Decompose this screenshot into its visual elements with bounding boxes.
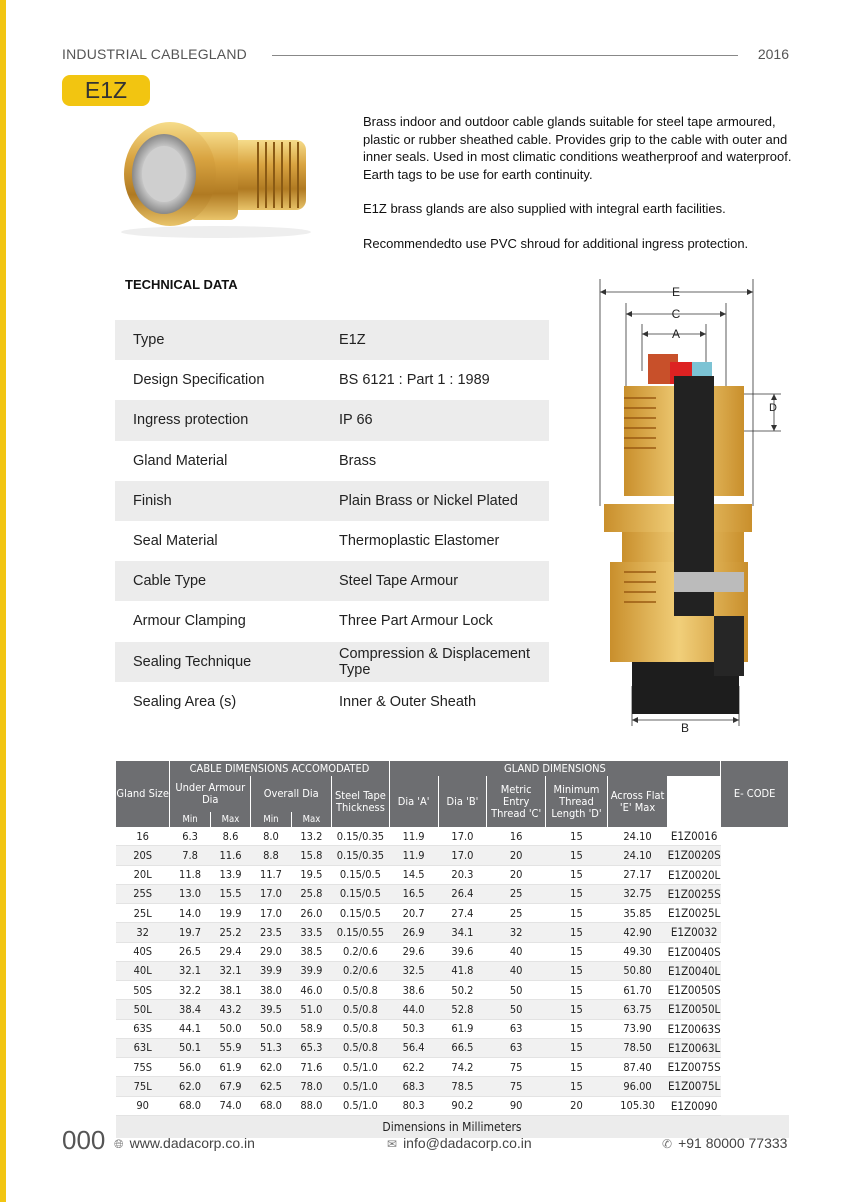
technical-data-title: TECHNICAL DATA [125, 277, 238, 292]
header-year: 2016 [757, 46, 789, 62]
table-cell: 56.4 [389, 1038, 438, 1057]
description-paragraph: Recommendedto use PVC shroud for additional ingress protection. [363, 235, 749, 251]
table-row [116, 904, 789, 923]
spec-row [115, 400, 549, 440]
spec-value: Brass [339, 452, 377, 469]
table-cell: 25L [116, 904, 170, 923]
page-footer [62, 1125, 788, 1159]
table-cell: 15 [545, 1038, 607, 1057]
product-photo [108, 110, 320, 240]
table-cell: 11.8 [170, 865, 210, 884]
table-cell: 61.9 [210, 1058, 250, 1077]
table-cell: 15 [545, 865, 607, 884]
e-code-cell: E1Z0020L [668, 865, 721, 884]
table-cell: 40 [487, 961, 546, 980]
gland-cross-section-diagram [596, 276, 786, 738]
spec-value: Steel Tape Armour [339, 561, 549, 601]
table-cell: 75L [116, 1077, 170, 1096]
table-cell: 17.0 [438, 846, 487, 865]
col-header-gland-size: Gland Size [116, 761, 170, 827]
table-cell: 15 [545, 1019, 607, 1038]
e-code-cell: E1Z0025L [668, 904, 721, 923]
table-cell: 0.15/0.5 [332, 904, 390, 923]
left-accent-stripe [0, 0, 6, 1202]
table-cell: 32 [487, 923, 546, 942]
dimensions-table [115, 761, 789, 1138]
table-row [116, 865, 789, 884]
table-row [116, 923, 789, 942]
table-cell: 20.3 [438, 865, 487, 884]
table-cell: 0.5/0.8 [332, 1019, 390, 1038]
table-cell: 13.9 [210, 865, 250, 884]
table-cell: 20L [116, 865, 170, 884]
table-cell: 75 [487, 1058, 546, 1077]
table-row [116, 884, 789, 903]
table-cell: 0.5/0.8 [332, 1000, 390, 1019]
email-icon: ✉ [387, 1137, 398, 1151]
table-cell: 61.70 [608, 981, 668, 1000]
spec-row [115, 561, 549, 601]
spec-value: Compression & Displacement Type [339, 642, 549, 682]
table-cell: 63L [116, 1038, 170, 1057]
table-cell: 50S [116, 981, 170, 1000]
table-cell: 0.5/1.0 [332, 1058, 390, 1077]
website-text: www.dadacorp.co.in [129, 1135, 255, 1151]
header-rule [272, 55, 738, 56]
table-cell: 15 [545, 1077, 607, 1096]
table-cell: 62.5 [251, 1077, 291, 1096]
table-cell: 25.8 [291, 884, 331, 903]
table-cell: 29.4 [210, 942, 250, 961]
e-code-cell: E1Z0075S [668, 1058, 721, 1077]
table-cell: 32 [116, 923, 170, 942]
table-cell: 35.85 [608, 904, 668, 923]
table-cell: 50.2 [438, 981, 487, 1000]
product-description [363, 113, 803, 269]
spec-row [115, 320, 549, 360]
table-cell: 15 [545, 1000, 607, 1019]
table-cell: 50 [487, 1000, 546, 1019]
table-cell: 105.30 [608, 1096, 668, 1115]
e-code-cell: E1Z0090 [668, 1096, 721, 1115]
table-cell: 52.8 [438, 1000, 487, 1019]
table-cell: 11.6 [210, 846, 250, 865]
spec-value: Three Part Armour Lock [339, 613, 493, 630]
table-cell: 25 [487, 884, 546, 903]
table-cell: 29.0 [251, 942, 291, 961]
page-number: 000 [62, 1125, 106, 1155]
col-header-dia-b: Dia 'B' [438, 776, 487, 827]
dimensions-table-body [116, 827, 789, 1115]
spec-label: Cable Type [115, 561, 339, 601]
col-header-e-code: E- CODE [721, 761, 789, 827]
table-cell: 17.0 [251, 904, 291, 923]
table-cell: 15 [545, 904, 607, 923]
table-cell: 16.5 [389, 884, 438, 903]
table-cell: 63S [116, 1019, 170, 1038]
table-cell: 0.15/0.35 [332, 827, 390, 846]
table-row [116, 981, 789, 1000]
table-cell: 38.1 [210, 981, 250, 1000]
spec-row [115, 601, 549, 641]
table-cell: 38.0 [251, 981, 291, 1000]
dimension-label-e: E [671, 285, 681, 299]
e-code-cell: E1Z0063L [668, 1038, 721, 1057]
dimension-label-c: C [671, 307, 681, 321]
col-header-across-flat: Across Flat 'E' Max [608, 776, 668, 827]
col-header-gland-dimensions: GLAND DIMENSIONS [389, 761, 721, 776]
table-cell: 39.6 [438, 942, 487, 961]
spec-label: Finish [115, 481, 339, 521]
e-code-cell: E1Z0016 [668, 827, 721, 846]
table-cell: 8.6 [210, 827, 250, 846]
table-cell: 29.6 [389, 942, 438, 961]
e-code-cell: E1Z0025S [668, 884, 721, 903]
table-cell: 61.9 [438, 1019, 487, 1038]
spec-value: Inner & Outer Sheath [339, 693, 477, 710]
table-row [116, 1096, 789, 1115]
table-cell: 50.3 [389, 1019, 438, 1038]
e-code-cell: E1Z0020S [668, 846, 721, 865]
table-cell: 15 [545, 981, 607, 1000]
table-cell: 32.1 [210, 961, 250, 980]
table-cell: 15 [545, 961, 607, 980]
table-cell: 38.5 [291, 942, 331, 961]
table-cell: 50.0 [251, 1019, 291, 1038]
table-cell: 16 [487, 827, 546, 846]
table-cell: 32.1 [170, 961, 210, 980]
table-cell: 19.5 [291, 865, 331, 884]
col-header-cable-dimensions: CABLE DIMENSIONS ACCOMODATED [170, 761, 389, 776]
table-cell: 41.8 [438, 961, 487, 980]
table-cell: 78.50 [608, 1038, 668, 1057]
table-cell: 68.3 [389, 1077, 438, 1096]
spec-value: E1Z [339, 320, 549, 360]
table-cell: 15 [545, 884, 607, 903]
e-code-cell: E1Z0075L [668, 1077, 721, 1096]
phone-text: +91 80000 77333 [678, 1135, 788, 1151]
spec-label: Gland Material [133, 452, 228, 469]
table-cell: 40S [116, 942, 170, 961]
table-cell: 65.3 [291, 1038, 331, 1057]
table-cell: 40L [116, 961, 170, 980]
table-cell: 15.8 [291, 846, 331, 865]
spec-row [115, 481, 549, 521]
table-cell: 6.3 [170, 827, 210, 846]
table-cell: 0.15/0.5 [332, 884, 390, 903]
table-cell: 80.3 [389, 1096, 438, 1115]
footer-website [114, 1135, 255, 1152]
table-cell: 0.15/0.5 [332, 865, 390, 884]
table-cell: 50 [487, 981, 546, 1000]
table-cell: 15 [545, 942, 607, 961]
table-cell: 88.0 [291, 1096, 331, 1115]
table-row [116, 1000, 789, 1019]
table-cell: 0.5/0.8 [332, 1038, 390, 1057]
table-cell: 25S [116, 884, 170, 903]
e-code-cell: E1Z0040L [668, 961, 721, 980]
table-row [116, 1038, 789, 1057]
e-code-cell: E1Z0050S [668, 981, 721, 1000]
table-cell: 0.2/0.6 [332, 942, 390, 961]
table-cell: 15 [545, 846, 607, 865]
table-cell: 13.0 [170, 884, 210, 903]
table-cell: 46.0 [291, 981, 331, 1000]
table-cell: 39.9 [251, 961, 291, 980]
col-header-metric-thread: Metric Entry Thread 'C' [487, 776, 546, 827]
header-category: INDUSTRIAL CABLEGLAND [62, 46, 247, 62]
table-cell: 75S [116, 1058, 170, 1077]
spec-label: Design Specification [133, 372, 265, 389]
col-header-max: Max [291, 812, 331, 827]
table-cell: 78.0 [291, 1077, 331, 1096]
table-cell: 56.0 [170, 1058, 210, 1077]
col-header-overall-dia: Overall Dia [251, 776, 332, 812]
table-cell: 26.9 [389, 923, 438, 942]
table-cell: 8.8 [251, 846, 291, 865]
table-cell: 15 [545, 1058, 607, 1077]
table-cell: 73.90 [608, 1019, 668, 1038]
col-header-min-thread-length: Minimum Thread Length 'D' [545, 776, 607, 827]
phone-icon: ✆ [662, 1137, 673, 1151]
spec-label: Seal Material [133, 533, 218, 550]
table-cell: 27.4 [438, 904, 487, 923]
table-cell: 0.2/0.6 [332, 961, 390, 980]
table-cell: 42.90 [608, 923, 668, 942]
table-cell: 50.1 [170, 1038, 210, 1057]
table-cell: 11.9 [389, 846, 438, 865]
table-row [116, 1058, 789, 1077]
table-cell: 25 [487, 904, 546, 923]
table-cell: 75 [487, 1077, 546, 1096]
table-cell: 90.2 [438, 1096, 487, 1115]
table-cell: 74.2 [438, 1058, 487, 1077]
table-cell: 14.5 [389, 865, 438, 884]
table-cell: 20S [116, 846, 170, 865]
col-header-max: Max [210, 812, 250, 827]
table-cell: 32.2 [170, 981, 210, 1000]
spec-value: Thermoplastic Elastomer [339, 533, 500, 550]
table-cell: 63 [487, 1038, 546, 1057]
table-row [116, 846, 789, 865]
table-cell: 50L [116, 1000, 170, 1019]
table-row [116, 961, 789, 980]
table-cell: 11.9 [389, 827, 438, 846]
table-cell: 13.2 [291, 827, 331, 846]
table-cell: 50.0 [210, 1019, 250, 1038]
col-header-steel-tape: Steel Tape Thickness [332, 776, 390, 827]
table-cell: 25.2 [210, 923, 250, 942]
table-cell: 90 [116, 1096, 170, 1115]
table-cell: 23.5 [251, 923, 291, 942]
table-cell: 15.5 [210, 884, 250, 903]
table-cell: 44.0 [389, 1000, 438, 1019]
table-cell: 51.3 [251, 1038, 291, 1057]
spec-label: Armour Clamping [133, 613, 246, 630]
table-cell: 0.15/0.55 [332, 923, 390, 942]
table-cell: 11.7 [251, 865, 291, 884]
spec-label: Sealing Technique [115, 642, 339, 682]
table-cell: 32.5 [389, 961, 438, 980]
table-cell: 17.0 [438, 827, 487, 846]
table-cell: 87.40 [608, 1058, 668, 1077]
table-row [116, 942, 789, 961]
col-header-under-armour: Under Armour Dia [170, 776, 251, 812]
table-cell: 71.6 [291, 1058, 331, 1077]
technical-data-table [115, 320, 549, 722]
table-cell: 44.1 [170, 1019, 210, 1038]
table-cell: 15 [545, 827, 607, 846]
table-cell: 62.0 [170, 1077, 210, 1096]
table-cell: 0.5/1.0 [332, 1096, 390, 1115]
description-paragraph: Brass indoor and outdoor cable glands suitable for steel tape armoured, plastic or rubber sheathed cable. Provides grip to the cable with outer and inner seals. Used in most climatic conditions weatherproof and waterproof. Earth tags to be use for earth continuity. [363, 114, 792, 182]
col-header-min: Min [251, 812, 291, 827]
table-cell: 0.15/0.35 [332, 846, 390, 865]
table-cell: 15 [545, 923, 607, 942]
table-cell: 39.5 [251, 1000, 291, 1019]
globe-icon: 🌐︎ [114, 1137, 124, 1151]
table-cell: 0.5/1.0 [332, 1077, 390, 1096]
table-cell: 43.2 [210, 1000, 250, 1019]
table-cell: 38.6 [389, 981, 438, 1000]
e-code-cell: E1Z0050L [668, 1000, 721, 1019]
dimension-label-a: A [671, 327, 681, 341]
table-cell: 66.5 [438, 1038, 487, 1057]
col-header-min: Min [170, 812, 210, 827]
table-cell: 26.0 [291, 904, 331, 923]
table-cell: 0.5/0.8 [332, 981, 390, 1000]
table-cell: 63.75 [608, 1000, 668, 1019]
table-cell: 68.0 [170, 1096, 210, 1115]
spec-label: Ingress protection [115, 400, 339, 440]
table-cell: 17.0 [251, 884, 291, 903]
spec-value: Plain Brass or Nickel Plated [339, 481, 549, 521]
col-header-dia-a: Dia 'A' [389, 776, 438, 827]
footer-email [387, 1135, 532, 1151]
table-cell: 24.10 [608, 846, 668, 865]
spec-value: BS 6121 : Part 1 : 1989 [339, 372, 490, 389]
table-cell: 34.1 [438, 923, 487, 942]
table-cell: 20 [487, 846, 546, 865]
spec-row [115, 441, 549, 481]
product-code-badge: E1Z [62, 75, 150, 106]
table-cell: 20 [487, 865, 546, 884]
table-cell: 19.7 [170, 923, 210, 942]
table-cell: 90 [487, 1096, 546, 1115]
table-cell: 20.7 [389, 904, 438, 923]
e-code-cell: E1Z0040S [668, 942, 721, 961]
table-cell: 55.9 [210, 1038, 250, 1057]
table-cell: 67.9 [210, 1077, 250, 1096]
table-cell: 7.8 [170, 846, 210, 865]
spec-row [115, 682, 549, 722]
table-cell: 74.0 [210, 1096, 250, 1115]
table-cell: 8.0 [251, 827, 291, 846]
spec-row [115, 642, 549, 682]
table-row [116, 1077, 789, 1096]
table-cell: 50.80 [608, 961, 668, 980]
table-cell: 33.5 [291, 923, 331, 942]
table-cell: 49.30 [608, 942, 668, 961]
table-cell: 19.9 [210, 904, 250, 923]
table-cell: 58.9 [291, 1019, 331, 1038]
table-cell: 14.0 [170, 904, 210, 923]
e-code-cell: E1Z0063S [668, 1019, 721, 1038]
email-text: info@dadacorp.co.in [403, 1135, 532, 1151]
table-cell: 63 [487, 1019, 546, 1038]
table-cell: 78.5 [438, 1077, 487, 1096]
table-cell: 51.0 [291, 1000, 331, 1019]
spec-value: IP 66 [339, 400, 549, 440]
table-cell: 32.75 [608, 884, 668, 903]
description-paragraph: E1Z brass glands are also supplied with integral earth facilities. [363, 201, 726, 216]
table-cell: 40 [487, 942, 546, 961]
table-footnote: Dimensions in Millimeters [116, 1115, 789, 1138]
table-cell: 38.4 [170, 1000, 210, 1019]
table-cell: 62.0 [251, 1058, 291, 1077]
table-cell: 26.4 [438, 884, 487, 903]
spec-row [115, 360, 549, 400]
dimension-label-d: D [769, 402, 777, 414]
table-cell: 27.17 [608, 865, 668, 884]
table-row [116, 1019, 789, 1038]
table-cell: 39.9 [291, 961, 331, 980]
table-row [116, 827, 789, 846]
table-cell: 16 [116, 827, 170, 846]
dimension-label-b: B [680, 721, 690, 735]
table-cell: 24.10 [608, 827, 668, 846]
spec-row [115, 521, 549, 561]
spec-label: Type [115, 320, 339, 360]
table-cell: 62.2 [389, 1058, 438, 1077]
table-cell: 96.00 [608, 1077, 668, 1096]
table-cell: 26.5 [170, 942, 210, 961]
e-code-cell: E1Z0032 [668, 923, 721, 942]
footer-phone [662, 1135, 787, 1151]
spec-label: Sealing Area (s) [133, 693, 237, 710]
table-cell: 20 [545, 1096, 607, 1115]
table-cell: 68.0 [251, 1096, 291, 1115]
